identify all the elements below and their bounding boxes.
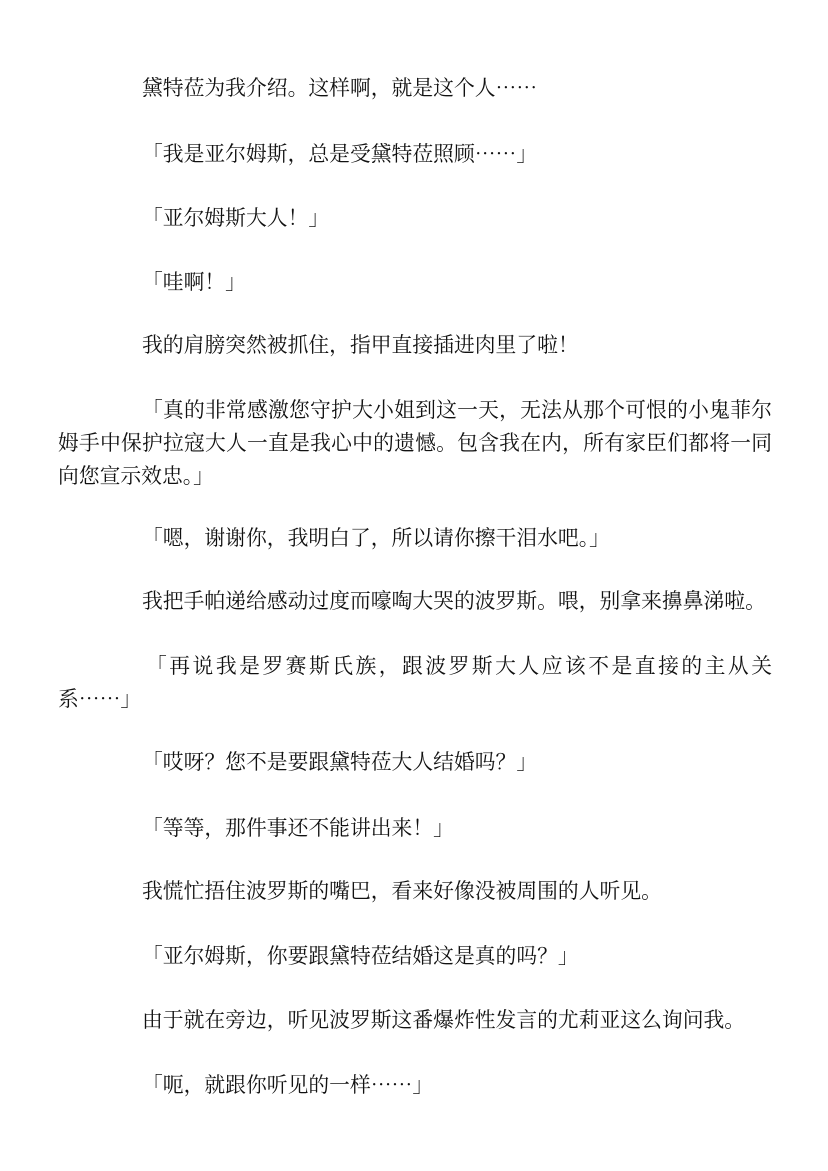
paragraph: 我慌忙捂住波罗斯的嘴巴，看来好像没被周围的人听见。	[142, 879, 662, 903]
paragraph: 「亚尔姆斯，你要跟黛特莅结婚这是真的吗？」	[142, 944, 579, 968]
paragraph: 黛特莅为我介绍。这样啊，就是这个人⋯⋯	[142, 76, 538, 100]
paragraph: 「亚尔姆斯大人！」	[142, 206, 330, 230]
paragraph: 「真的非常感激您守护大小姐到这一天，无法从那个可恨的小鬼菲尔姆手中保护拉寇大人一直是我心中的遗憾。包含我在内，所有家臣们都将一同向您宣示效忠。」	[58, 398, 772, 488]
paragraph: 「哎呀？您不是要跟黛特莅大人结婚吗？」	[142, 750, 538, 774]
paragraph: 「呃，就跟你听见的一样⋯⋯」	[142, 1073, 434, 1097]
paragraph: 我的肩膀突然被抓住，指甲直接插进肉里了啦！	[142, 333, 579, 357]
paragraph: 「我是亚尔姆斯，总是受黛特莅照顾⋯⋯」	[142, 142, 538, 166]
paragraph: 「等等，那件事还不能讲出来！」	[142, 816, 454, 840]
paragraph: 「哇啊！」	[142, 270, 246, 294]
paragraph: 「再说我是罗赛斯氏族，跟波罗斯大人应该不是直接的主从关系⋯⋯」	[58, 654, 772, 711]
paragraph: 「嗯，谢谢你，我明白了，所以请你擦干泪水吧。」	[142, 526, 610, 550]
paragraph: 由于就在旁边，听见波罗斯这番爆炸性发言的尤莉亚这么询问我。	[142, 1008, 746, 1032]
paragraph: 我把手帕递给感动过度而嚎啕大哭的波罗斯。喂，别拿来擤鼻涕啦。	[142, 589, 766, 613]
